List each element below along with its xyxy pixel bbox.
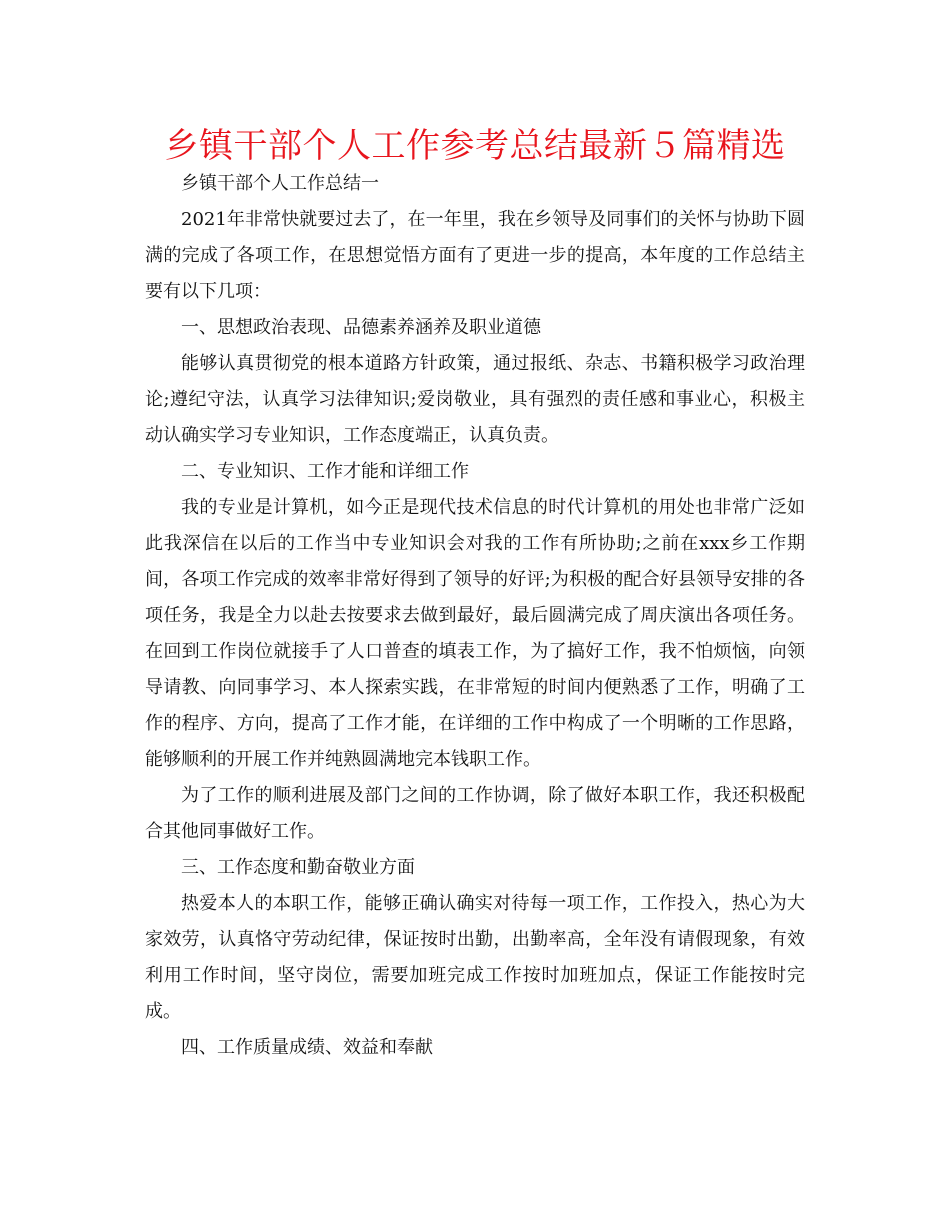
section-heading-attitude: 三、工作态度和勤奋敬业方面 [181,857,415,878]
document-title: 乡镇干部个人工作参考总结最新５篇精选 [164,126,786,166]
section-heading-quality: 四、工作质量成绩、效益和奉献 [181,1037,433,1058]
political-paragraph: 能够认真贯彻党的根本道路方针政策，通过报纸、杂志、书籍积极学习政治理论;遵纪守法，认真学习法律知识;爱岗敬业，具有强烈的责任感和事业心，积极主动认确实学习专业知识，工作态度端正，认真负责。 [145,353,805,446]
intro-paragraph: 2021年非常快就要过去了，在一年里，我在乡领导及同事们的关怀与协助下圆满的完成了各项工作，在思想觉悟方面有了更进一步的提高，本年度的工作总结主要有以下几项： [145,209,805,302]
professional-paragraph: 我的专业是计算机，如今正是现代技术信息的时代计算机的用处也非常广泛如此我深信在以后的工作当中专业知识会对我的工作有所协助;之前在xxx乡工作期间，各项工作完成的效率非常好得到了领导的好评;为积极的配合好县领导安排的各项任务，我是全力以赴去按要求去做到最好，最后圆满完成了周庆演出各项任务。在回到工作岗位就接手了人口普查的填表工作，为了搞好工作，我不怕烦恼，向领导请教、向同事学习、本人探索实践，在非常短的时间内便熟悉了工作，明确了工作的程序、方向，提高了工作才能，在详细的工作中构成了一个明晰的工作思路，能够顺利的开展工作并纯熟圆满地完本钱职工作。 [145,497,805,770]
section-heading-political: 一、思想政治表现、品德素养涵养及职业道德 [181,317,541,338]
section-heading-professional: 二、专业知识、工作才能和详细工作 [181,461,469,482]
coordination-paragraph: 为了工作的顺利进展及部门之间的工作协调，除了做好本职工作，我还积极配合其他同事做好工作。 [145,785,805,842]
attitude-paragraph: 热爱本人的本职工作，能够正确认确实对待每一项工作，工作投入，热心为大家效劳，认真恪守劳动纪律，保证按时出勤，出勤率高，全年没有请假现象，有效利用工作时间，坚守岗位，需要加班完成工作按时加班加点，保证工作能按时完成。 [145,893,805,1022]
document-body [145,166,805,1066]
section-heading-summary-one: 乡镇干部个人工作总结一 [181,173,379,194]
